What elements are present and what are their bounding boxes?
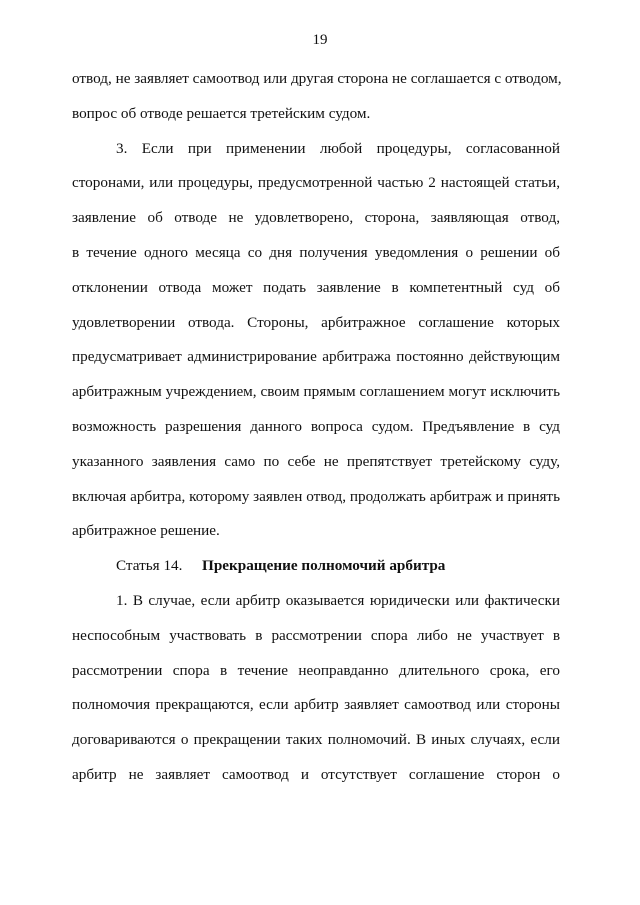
text-line: арбитражное решение. — [72, 522, 220, 540]
article-title: Прекращение полномочий арбитра — [202, 557, 446, 575]
paragraph-item-3 — [72, 140, 560, 558]
text-line: полномочия прекращаются, если арбитр заявляет самоотвод или стороны — [72, 696, 560, 714]
text-line: отвод, не заявляет самоотвод или другая сторона не соглашается с отводом, — [72, 70, 562, 87]
text-line: неспособным участвовать в рассмотрении спора либо не участвует в — [72, 626, 560, 644]
text-line: арбитр не заявляет самоотвод и отсутствует соглашение сторон о — [72, 765, 560, 783]
paragraph-item-1 — [72, 592, 560, 801]
text-line: предусматривает администрирование арбитража постоянно действующим — [72, 348, 560, 366]
text-line: в течение одного месяца со дня получения уведомления о решении об — [72, 243, 560, 261]
article-label: Статья 14. — [116, 557, 183, 575]
text-line: удовлетворении отвода. Стороны, арбитражное соглашение которых — [72, 313, 560, 331]
paragraph-continuation — [72, 70, 560, 140]
document-body — [72, 70, 560, 801]
text-line: сторонами, или процедуры, предусмотренной частью 2 настоящей статьи, — [72, 174, 560, 192]
text-line: заявление об отводе не удовлетворено, сторона, заявляющая отвод, — [72, 209, 560, 227]
text-line: указанного заявления само по себе не препятствует третейскому суду, — [72, 452, 560, 470]
text-line: вопрос об отводе решается третейским судом. — [72, 104, 371, 122]
text-line: договариваются о прекращении таких полномочий. В иных случаях, если — [72, 731, 560, 749]
text-line: арбитражным учреждением, своим прямым соглашением могут исключить — [72, 383, 560, 401]
text-line: возможность разрешения данного вопроса судом. Предъявление в суд — [72, 417, 560, 435]
text-line: включая арбитра, которому заявлен отвод, продолжать арбитраж и принять — [72, 487, 560, 505]
article-heading — [72, 557, 560, 592]
page-number: 19 — [312, 32, 328, 48]
text-line: рассмотрении спора в течение неоправданно длительного срока, его — [72, 661, 560, 679]
text-line: 1. В случае, если арбитр оказывается юридически или фактически — [116, 591, 560, 609]
text-line: 3. Если при применении любой процедуры, согласованной — [116, 139, 560, 157]
text-line: отклонении отвода может подать заявление в компетентный суд об — [72, 278, 560, 296]
